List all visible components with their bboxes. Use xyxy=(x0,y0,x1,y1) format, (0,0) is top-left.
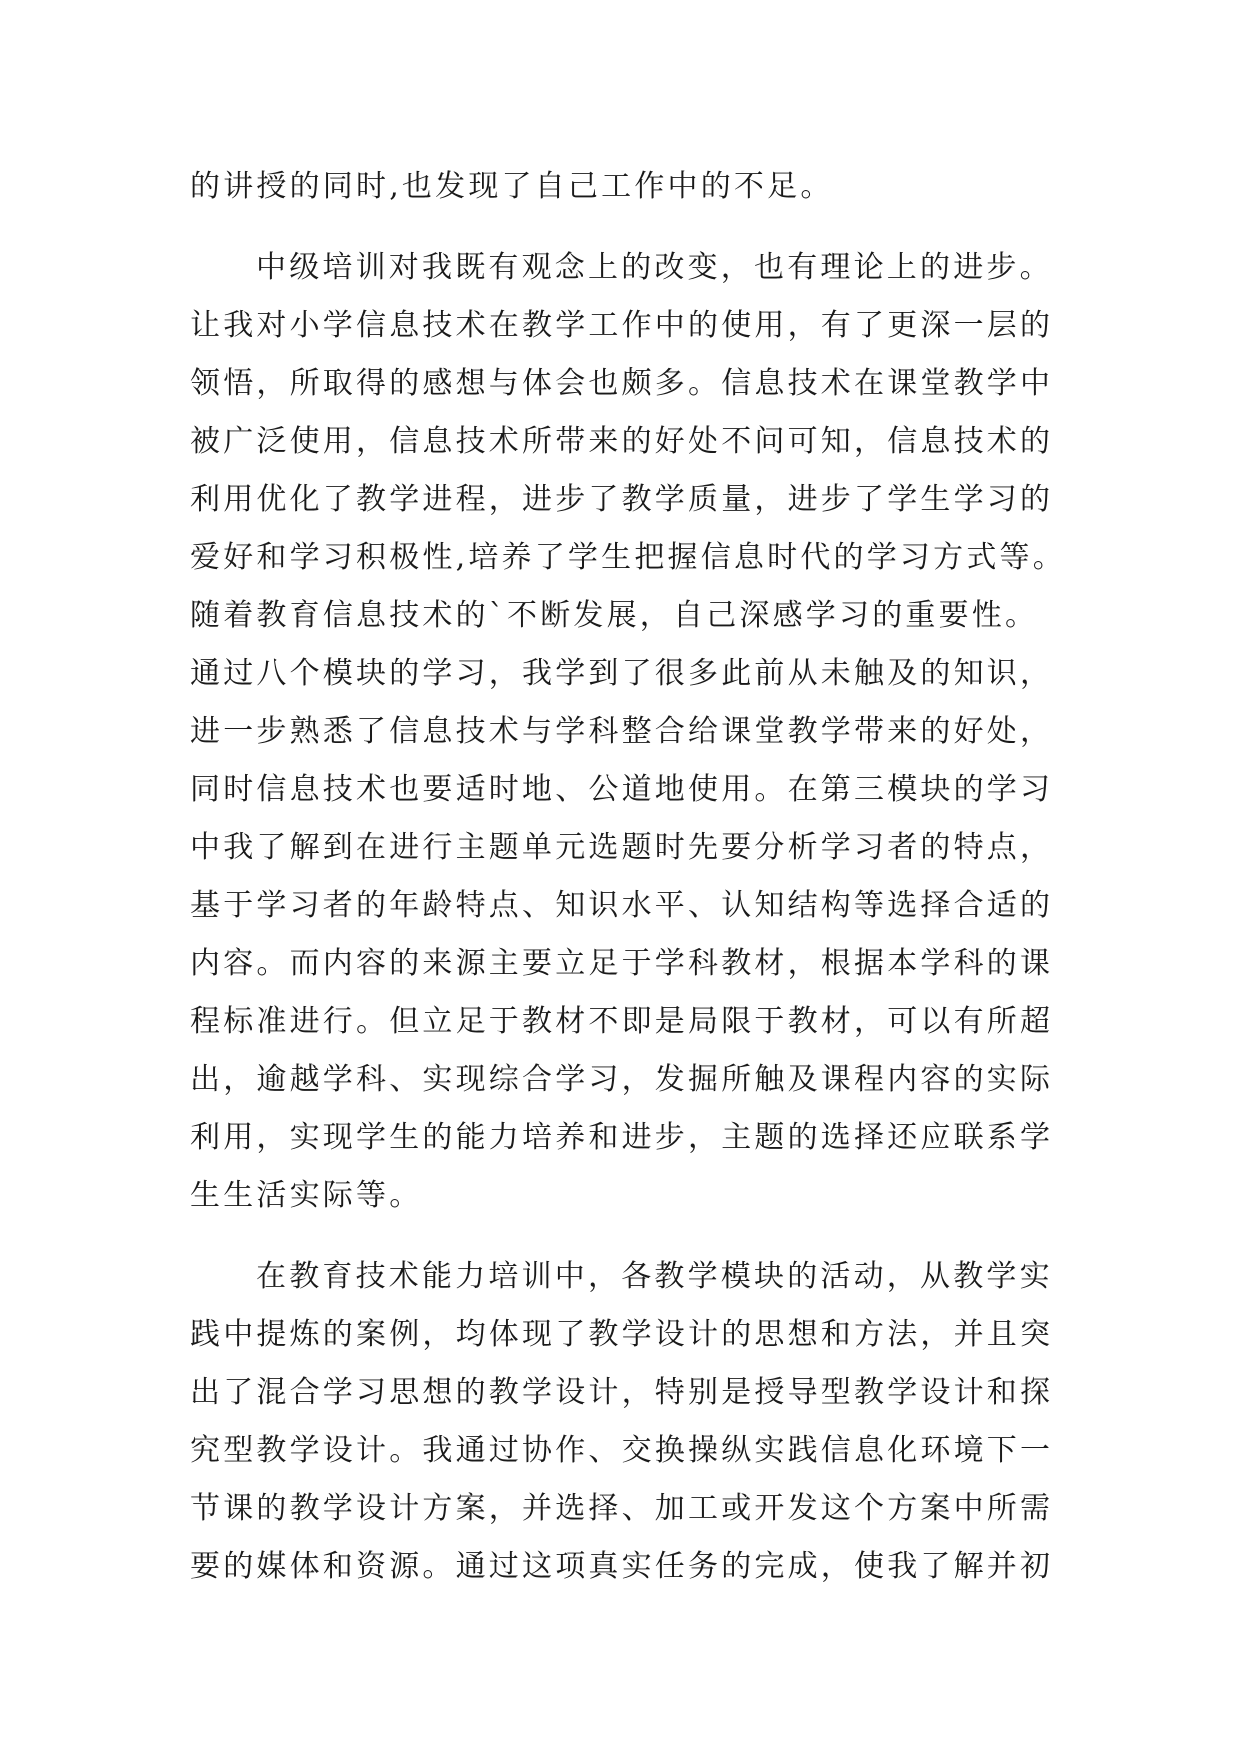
text-line: 被广泛使用，信息技术所带来的好处不问可知，信息技术的 xyxy=(190,424,1054,459)
text-line: 内容。而内容的来源主要立足于学科教材，根据本学科的课 xyxy=(190,946,1054,981)
text-line: 基于学习者的年龄特点、知识水平、认知结构等选择合适的 xyxy=(190,888,1054,923)
text-line: 究型教学设计。我通过协作、交换操纵实践信息化环境下一 xyxy=(190,1433,1054,1468)
text-line: 通过八个模块的学习，我学到了很多此前从未触及的知识， xyxy=(190,656,1054,691)
text-line: 要的媒体和资源。通过这项真实任务的完成，使我了解并初 xyxy=(190,1549,1054,1584)
text-line: 进一步熟悉了信息技术与学科整合给课堂教学带来的好处， xyxy=(190,714,1054,749)
text-line: 让我对小学信息技术在教学工作中的使用，有了更深一层的 xyxy=(190,308,1054,343)
text-line: 出了混合学习思想的教学设计，特别是授导型教学设计和探 xyxy=(190,1375,1054,1410)
text-line: 节课的教学设计方案，并选择、加工或开发这个方案中所需 xyxy=(190,1491,1054,1526)
body-text xyxy=(190,158,1070,1596)
paragraph-first-line: 中级培训对我既有观念上的改变，也有理论上的进步。 xyxy=(256,250,1053,285)
text-line: 领悟，所取得的感想与体会也颇多。信息技术在课堂教学中 xyxy=(190,366,1054,401)
text-line: 的讲授的同时,也发现了自己工作中的不足。 xyxy=(190,169,834,204)
text-line: 出，逾越学科、实现综合学习，发掘所触及课程内容的实际 xyxy=(190,1062,1054,1097)
text-line: 爱好和学习积极性,培养了学生把握信息时代的学习方式等。 xyxy=(190,540,1066,575)
text-line: 中我了解到在进行主题单元选题时先要分析学习者的特点， xyxy=(190,830,1054,865)
text-line: 利用优化了教学进程，进步了教学质量，进步了学生学习的 xyxy=(190,482,1054,517)
text-line: 生生活实际等。 xyxy=(190,1178,423,1213)
text-line: 利用，实现学生的能力培养和进步，主题的选择还应联系学 xyxy=(190,1120,1054,1155)
text-line: 同时信息技术也要适时地、公道地使用。在第三模块的学习 xyxy=(190,772,1054,807)
text-line: 程标准进行。但立足于教材不即是局限于教材，可以有所超 xyxy=(190,1004,1054,1039)
text-line: 践中提炼的案例，均体现了教学设计的思想和方法，并且突 xyxy=(190,1317,1054,1352)
paragraph-first-line: 在教育技术能力培训中，各教学模块的活动，从教学实 xyxy=(256,1259,1053,1294)
text-line: 随着教育信息技术的`不断发展，自己深感学习的重要性。 xyxy=(190,598,1039,633)
